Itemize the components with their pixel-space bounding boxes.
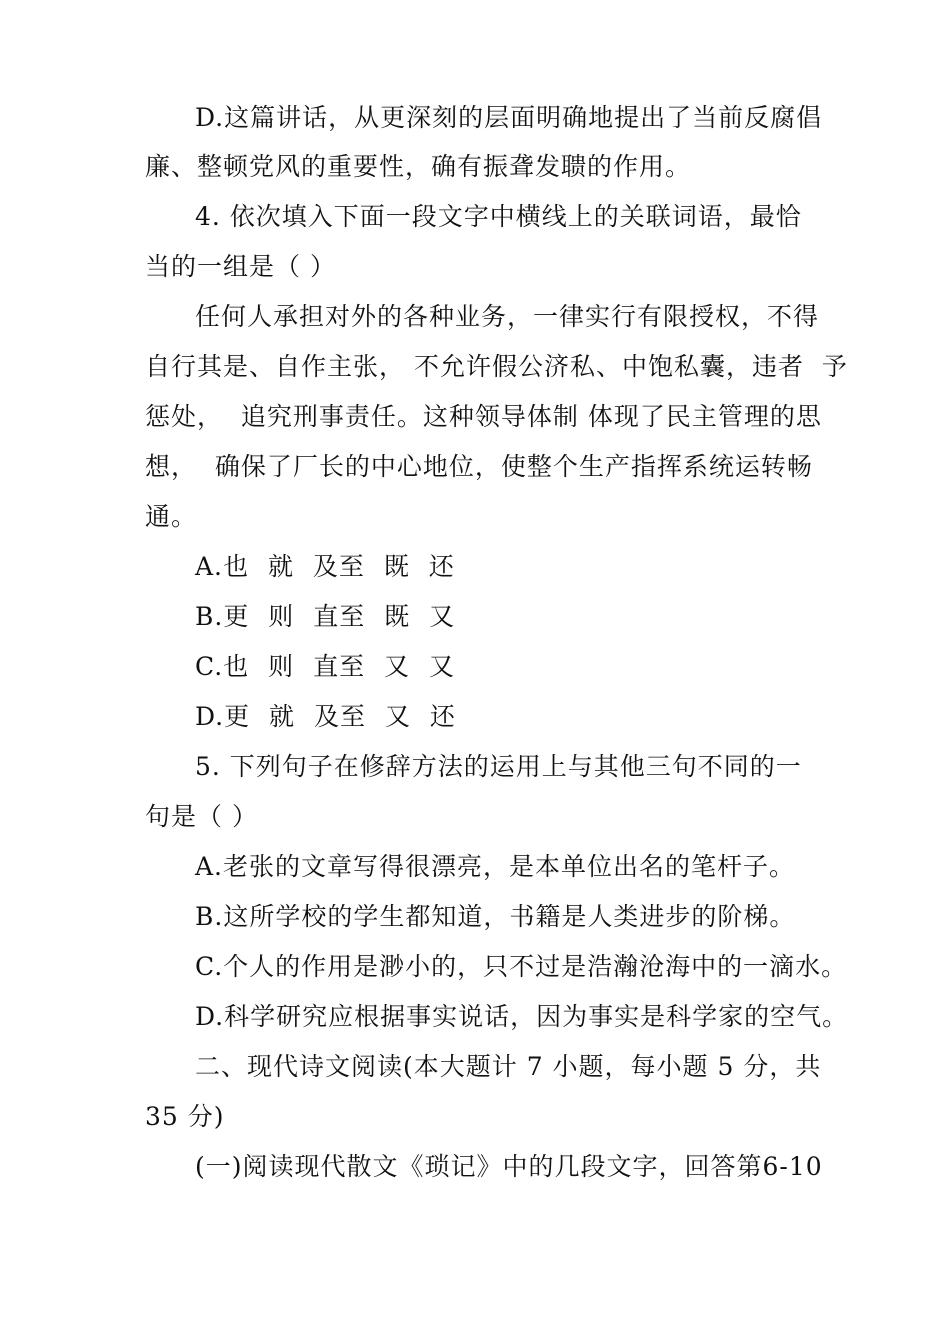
q4-passage-line4: 想， 确保了厂长的中心地位，使整个生产指挥系统运转畅 <box>145 452 813 481</box>
q5-option-a: A.老张的文章写得很漂亮，是本单位出名的笔杆子。 <box>195 852 796 881</box>
q4-passage-line5: 通。 <box>145 502 198 531</box>
q4-passage-line2: 自行其是、自作主张， 不允许假公济私、中饱私囊，违者 予 <box>145 352 848 381</box>
q4-option-d: D.更 就 及至 又 还 <box>195 702 456 731</box>
q4-passage-line1: 任何人承担对外的各种业务，一律实行有限授权，不得 <box>195 302 820 331</box>
q3-option-d-line2: 廉、整顿党风的重要性，确有振聋发聩的作用。 <box>145 152 692 181</box>
q4-option-b: B.更 则 直至 既 又 <box>195 602 456 631</box>
q5-option-b: B.这所学校的学生都知道，书籍是人类进步的阶梯。 <box>195 902 796 931</box>
subsection-heading-line1: (一)阅读现代散文《琐记》中的几段文字，回答第6-10 <box>195 1152 823 1181</box>
q5-stem-line2: 句是（ ） <box>145 802 258 831</box>
section2-heading-line2: 35 分) <box>145 1102 225 1131</box>
q4-option-c: C.也 则 直至 又 又 <box>195 652 455 681</box>
q4-option-a: A.也 就 及至 既 还 <box>195 552 455 581</box>
q3-option-d-line1: D.这篇讲话，从更深刻的层面明确地提出了当前反腐倡 <box>195 103 823 132</box>
q5-option-d: D.科学研究应根据事实说话，因为事实是科学家的空气。 <box>195 1002 849 1031</box>
q4-passage-line3: 惩处， 追究刑事责任。这种领导体制 体现了民主管理的思 <box>145 402 822 431</box>
q4-stem-line1: 4. 依次填入下面一段文字中横线上的关联词语，最恰 <box>195 202 802 231</box>
q5-option-c: C.个人的作用是渺小的，只不过是浩瀚沧海中的一滴水。 <box>195 952 848 981</box>
q5-stem-line1: 5. 下列句子在修辞方法的运用上与其他三句不同的一 <box>195 752 802 781</box>
section2-heading-line1: 二、现代诗文阅读(本大题计 7 小题，每小题 5 分，共 <box>195 1052 822 1081</box>
q4-stem-line2: 当的一组是（ ） <box>145 252 336 281</box>
